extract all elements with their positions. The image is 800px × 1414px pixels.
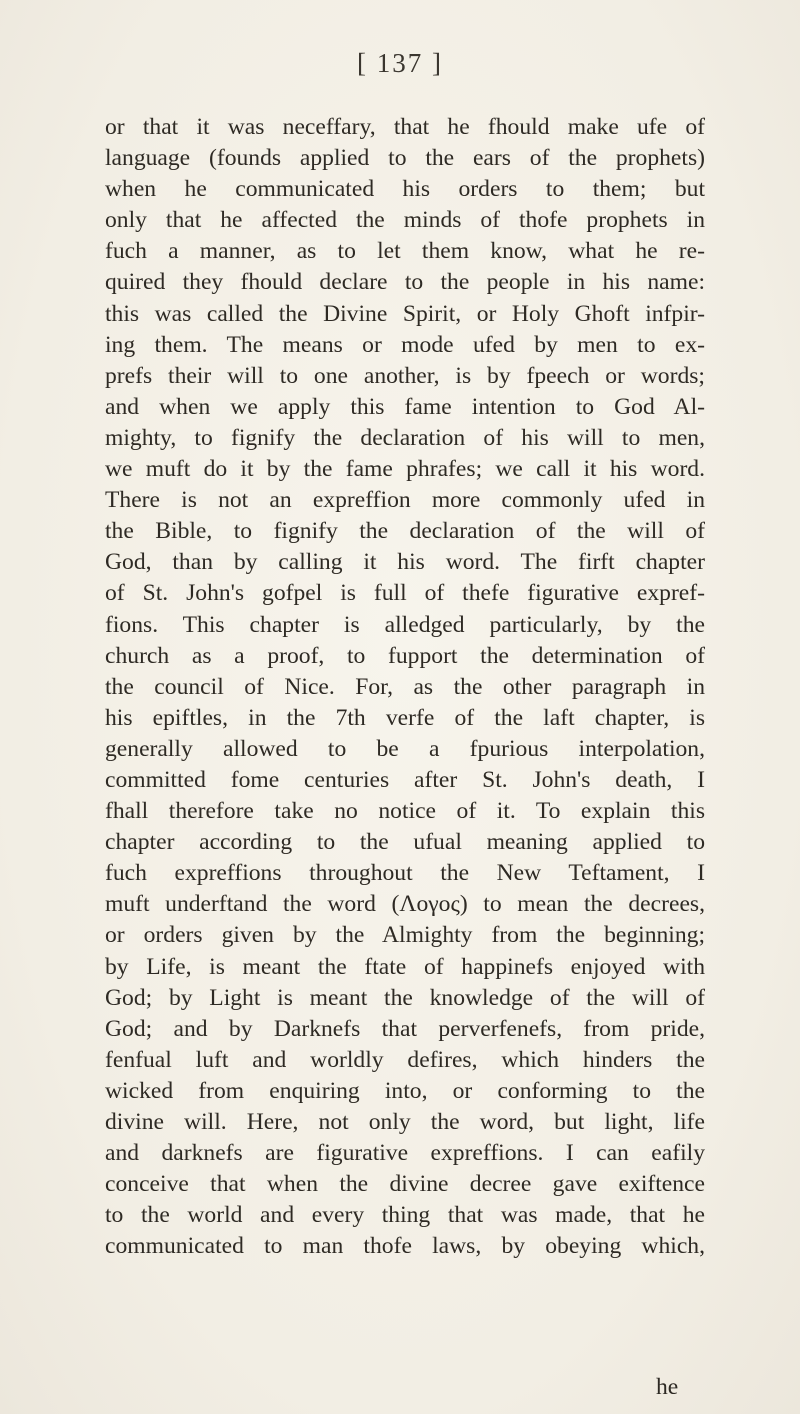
text-line: fuch expreffions throughout the New Teftament, I <box>105 860 705 887</box>
text-line: God; by Light is meant the knowledge of the will of <box>105 984 705 1011</box>
text-line: to the world and every thing that was made, that he <box>105 1202 705 1229</box>
text-line: of St. John's gofpel is full of thefe figurative expref- <box>105 580 705 607</box>
text-line: prefs their will to one another, is by fpeech or words; <box>105 362 705 389</box>
text-line: fions. This chapter is alledged particularly, by the <box>105 611 705 638</box>
text-line: chapter according to the ufual meaning applied to <box>105 829 705 856</box>
text-line: God, than by calling it his word. The firft chapter <box>105 549 705 576</box>
body-text <box>105 112 705 1262</box>
text-line: communicated to man thofe laws, by obeying which, <box>105 1233 705 1260</box>
text-line: muft underftand the word (Λογος) to mean the decrees, <box>105 891 705 918</box>
text-line: There is not an expreffion more commonly ufed in <box>105 487 705 514</box>
text-line: fuch a manner, as to let them know, what he re- <box>105 238 705 265</box>
text-line: wicked from enquiring into, or conforming to the <box>105 1077 705 1104</box>
text-line: the Bible, to fignify the declaration of the will of <box>105 518 705 545</box>
text-line: quired they fhould declare to the people in his name: <box>105 269 705 296</box>
text-line: divine will. Here, not only the word, but light, life <box>105 1109 705 1135</box>
text-line: we muft do it by the fame phrafes; we call it his word. <box>105 456 705 483</box>
text-line: church as a proof, to fupport the determination of <box>105 642 705 669</box>
text-line: fhall therefore take no notice of it. To explain this <box>105 798 705 825</box>
text-line: God; and by Darknefs that perverfenefs, from pride, <box>105 1015 705 1042</box>
text-line: his epiftles, in the 7th verfe of the laft chapter, is <box>105 704 705 731</box>
text-line: fenfual luft and worldly defires, which hinders the <box>105 1046 705 1073</box>
text-line: ing them. The means or mode ufed by men to ex- <box>105 331 705 358</box>
text-line: when he communicated his orders to them; but <box>105 176 705 203</box>
text-line: conceive that when the divine decree gave exiftence <box>105 1171 705 1198</box>
text-line: and when we apply this fame intention to God Al- <box>105 393 705 420</box>
text-line: this was called the Divine Spirit, or Holy Ghoft infpir- <box>105 300 705 327</box>
text-line: or that it was neceffary, that he fhould make ufe of <box>105 114 705 140</box>
catchword: he <box>656 1374 679 1400</box>
text-line: language (founds applied to the ears of the prophets) <box>105 145 705 172</box>
text-line: mighty, to fignify the declaration of his will to men, <box>105 424 705 451</box>
text-line: the council of Nice. For, as the other paragraph in <box>105 673 705 700</box>
text-line: committed fome centuries after St. John's death, I <box>105 766 705 793</box>
text-line: only that he affected the minds of thofe prophets in <box>105 207 705 234</box>
text-line: or orders given by the Almighty from the beginning; <box>105 922 705 949</box>
text-line: and darknefs are figurative expreffions. I can eafily <box>105 1140 705 1167</box>
text-line: generally allowed to be a fpurious interpolation, <box>105 735 705 762</box>
page-number: [ 137 ] <box>357 48 443 78</box>
text-line: by Life, is meant the ftate of happinefs enjoyed with <box>105 953 705 980</box>
